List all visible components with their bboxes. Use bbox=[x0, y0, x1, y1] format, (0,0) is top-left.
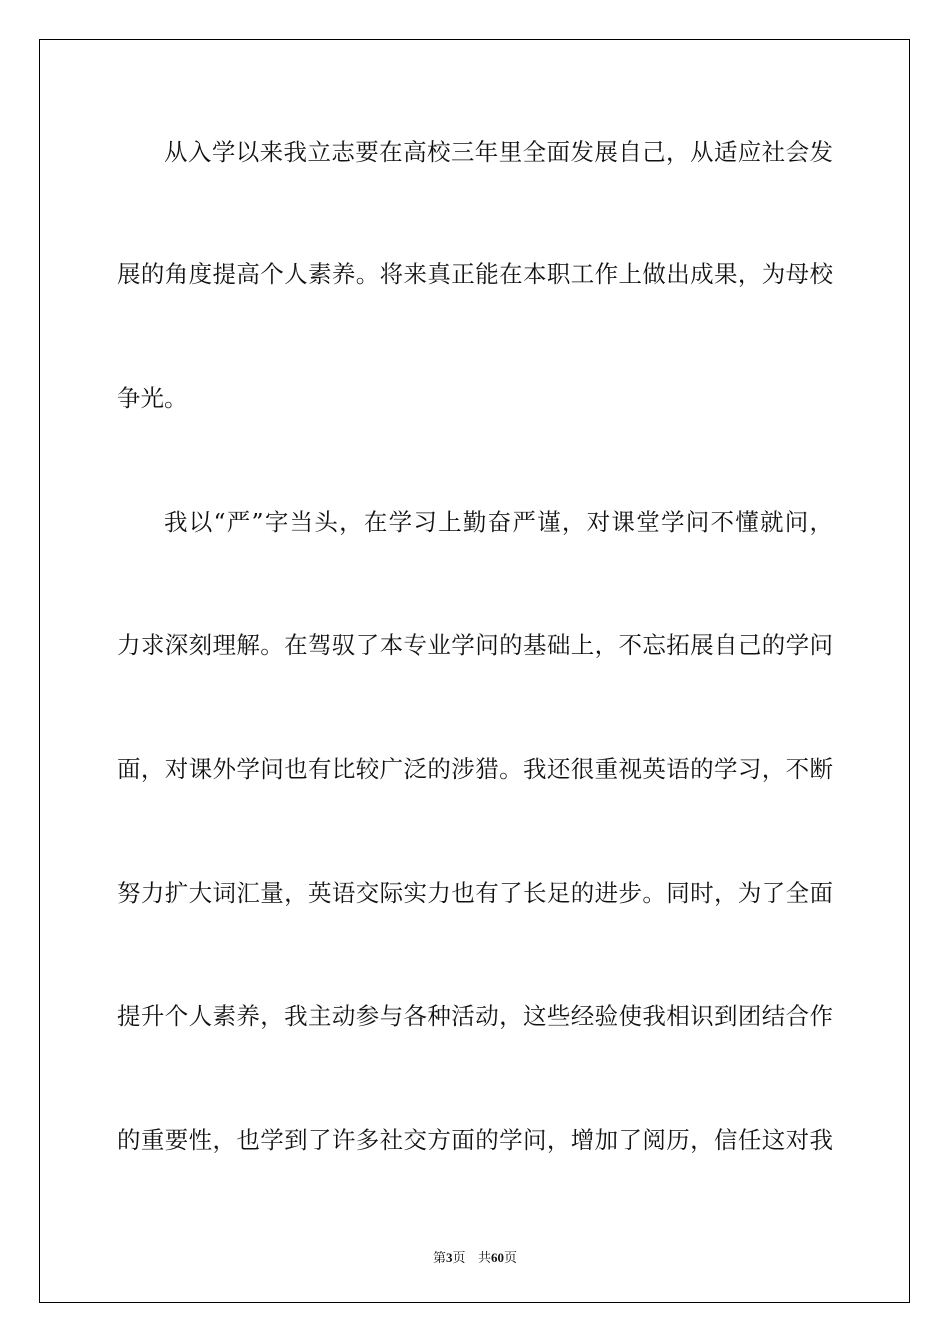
paragraph-2-line-6: 的重要性，也学到了许多社交方面的学问，增加了阅历，信任这对我 bbox=[117, 1126, 833, 1154]
paragraph-1-line-3: 争光。 bbox=[117, 384, 188, 412]
footer-page-prefix: 第 bbox=[433, 1251, 447, 1266]
paragraph-1-line-1: 从入学以来我立志要在高校三年里全面发展自己，从适应社会发 bbox=[164, 138, 833, 166]
paragraph-2-line-1: 我以“严”字当头，在学习上勤奋严谨，对课堂学问不懂就问， bbox=[164, 508, 833, 536]
paragraph-2-line-2: 力求深刻理解。在驾驭了本专业学问的基础上，不忘拓展自己的学问 bbox=[117, 631, 833, 659]
paragraph-1-line-2: 展的角度提高个人素养。将来真正能在本职工作上做出成果，为母校 bbox=[117, 260, 833, 288]
page-footer bbox=[0, 1247, 950, 1266]
paragraph-2-line-4: 努力扩大词汇量，英语交际实力也有了长足的进步。同时，为了全面 bbox=[117, 879, 833, 907]
footer-total-prefix: 共 bbox=[477, 1251, 491, 1266]
paragraph-2-line-3: 面，对课外学问也有比较广泛的涉猎。我还很重视英语的学习，不断 bbox=[117, 755, 833, 783]
page-border bbox=[39, 39, 910, 1303]
paragraph-2-line-5: 提升个人素养，我主动参与各种活动，这些经验使我相识到团结合作 bbox=[117, 1002, 833, 1030]
footer-page-current: 3 bbox=[446, 1250, 453, 1265]
footer-total-suffix: 页 bbox=[503, 1251, 517, 1266]
footer-page-suffix: 页 bbox=[452, 1251, 466, 1266]
footer-page-total: 60 bbox=[490, 1250, 504, 1265]
